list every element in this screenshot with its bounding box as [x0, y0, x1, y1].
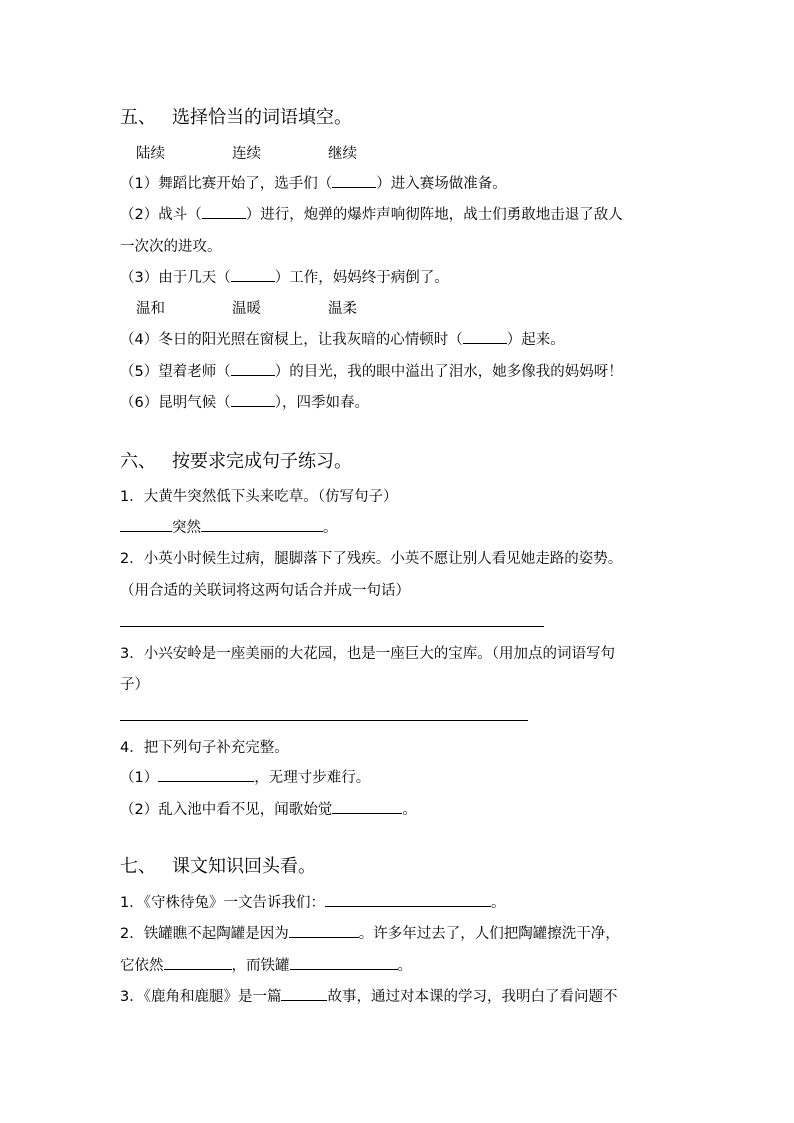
s7-question-1: 1．《守株待兔》一文告诉我们： 。	[120, 895, 506, 911]
s5-question-2: （2）战斗（ ）进行，炮弹的爆炸声响彻阵地，战士们勇敢地击退了敌人	[120, 207, 623, 223]
s5-question-1: （1）舞蹈比赛开始了，选手们（ ）进入赛场做准备。	[120, 176, 507, 192]
s5-question-3: （3）由于几天（ ）工作，妈妈终于病倒了。	[120, 270, 449, 286]
answer-blank[interactable]	[202, 205, 246, 219]
s5-question-5: （5）望着老师（ ）的目光，我的眼中溢出了泪水，她多像我的妈妈呀！	[120, 364, 623, 380]
s6-question-1-answer: 突然 。	[120, 518, 338, 538]
word-option: 陆续	[136, 146, 165, 162]
answer-blank[interactable]	[231, 362, 275, 376]
answer-blank[interactable]	[158, 768, 254, 782]
word-option: 连续	[232, 146, 261, 162]
word-option: 温柔	[328, 301, 357, 317]
section5-title: 选择恰当的词语填空。	[172, 107, 352, 128]
answer-blank[interactable]	[164, 956, 232, 970]
s6-question-4: 4．把下列句子补充完整。	[120, 740, 289, 756]
s5-question-6: （6）昆明气候（ ），四季如春。	[120, 395, 369, 411]
s6-question-1: 1．大黄牛突然低下头来吃草。（仿写句子）	[120, 489, 398, 505]
word-bank-1	[0, 144, 794, 164]
answer-blank[interactable]	[120, 518, 172, 532]
word-bank-2	[0, 299, 794, 319]
answer-blank[interactable]	[231, 393, 275, 407]
section6-title: 按要求完成句子练习。	[172, 451, 352, 472]
answer-blank[interactable]	[289, 924, 359, 938]
answer-blank[interactable]	[463, 330, 507, 344]
answer-blank[interactable]	[332, 800, 402, 814]
answer-line[interactable]	[120, 720, 528, 721]
word-option: 继续	[328, 146, 357, 162]
section7-title: 课文知识回头看。	[172, 856, 316, 877]
section6-number: 六、	[120, 451, 156, 472]
answer-blank[interactable]	[231, 268, 275, 282]
s6-question-2: 2．小英小时候生过病，腿脚落下了残疾。小英不愿让别人看见她走路的姿势。	[120, 551, 623, 567]
word-option: 温和	[136, 301, 165, 317]
s7-question-3: 3．《鹿角和鹿腿》是一篇 故事，通过对本课的学习，我明白了看问题不	[120, 989, 618, 1005]
s6-question-2-note: （用合适的关联词将这两句话合并成一句话）	[120, 583, 410, 599]
s6-question-3: 3．小兴安岭是一座美丽的大花园，也是一座巨大的宝库。（用加点的词语写句	[120, 646, 615, 662]
s6-question-3-cont: 子）	[120, 677, 149, 693]
answer-blank[interactable]	[332, 174, 376, 188]
s6-question-4-2: （2）乱入池中看不见，闻歌始觉 。	[120, 802, 417, 818]
s5-question-4: （4）冬日的阳光照在窗棂上，让我灰暗的心情顿时（ ）起来。	[120, 332, 565, 348]
answer-blank[interactable]	[281, 987, 327, 1001]
section7-heading	[120, 855, 316, 879]
s7-question-2: 2．铁罐瞧不起陶罐是因为 。许多年过去了，人们把陶罐擦洗干净，	[120, 926, 620, 942]
answer-blank[interactable]	[290, 956, 398, 970]
answer-blank[interactable]	[201, 518, 323, 532]
s5-question-2-cont: 一次次的进攻。	[120, 239, 222, 255]
section7-number: 七、	[120, 856, 156, 877]
word-option: 温暖	[232, 301, 261, 317]
section5-heading	[120, 106, 352, 130]
s6-question-4-1: （1） ，无理寸步难行。	[120, 770, 371, 786]
section6-heading	[120, 450, 352, 474]
section5-number: 五、	[120, 107, 156, 128]
answer-line[interactable]	[120, 626, 544, 627]
answer-blank[interactable]	[325, 893, 491, 907]
s7-question-2-cont: 它依然 ，而铁罐 。	[120, 958, 412, 974]
